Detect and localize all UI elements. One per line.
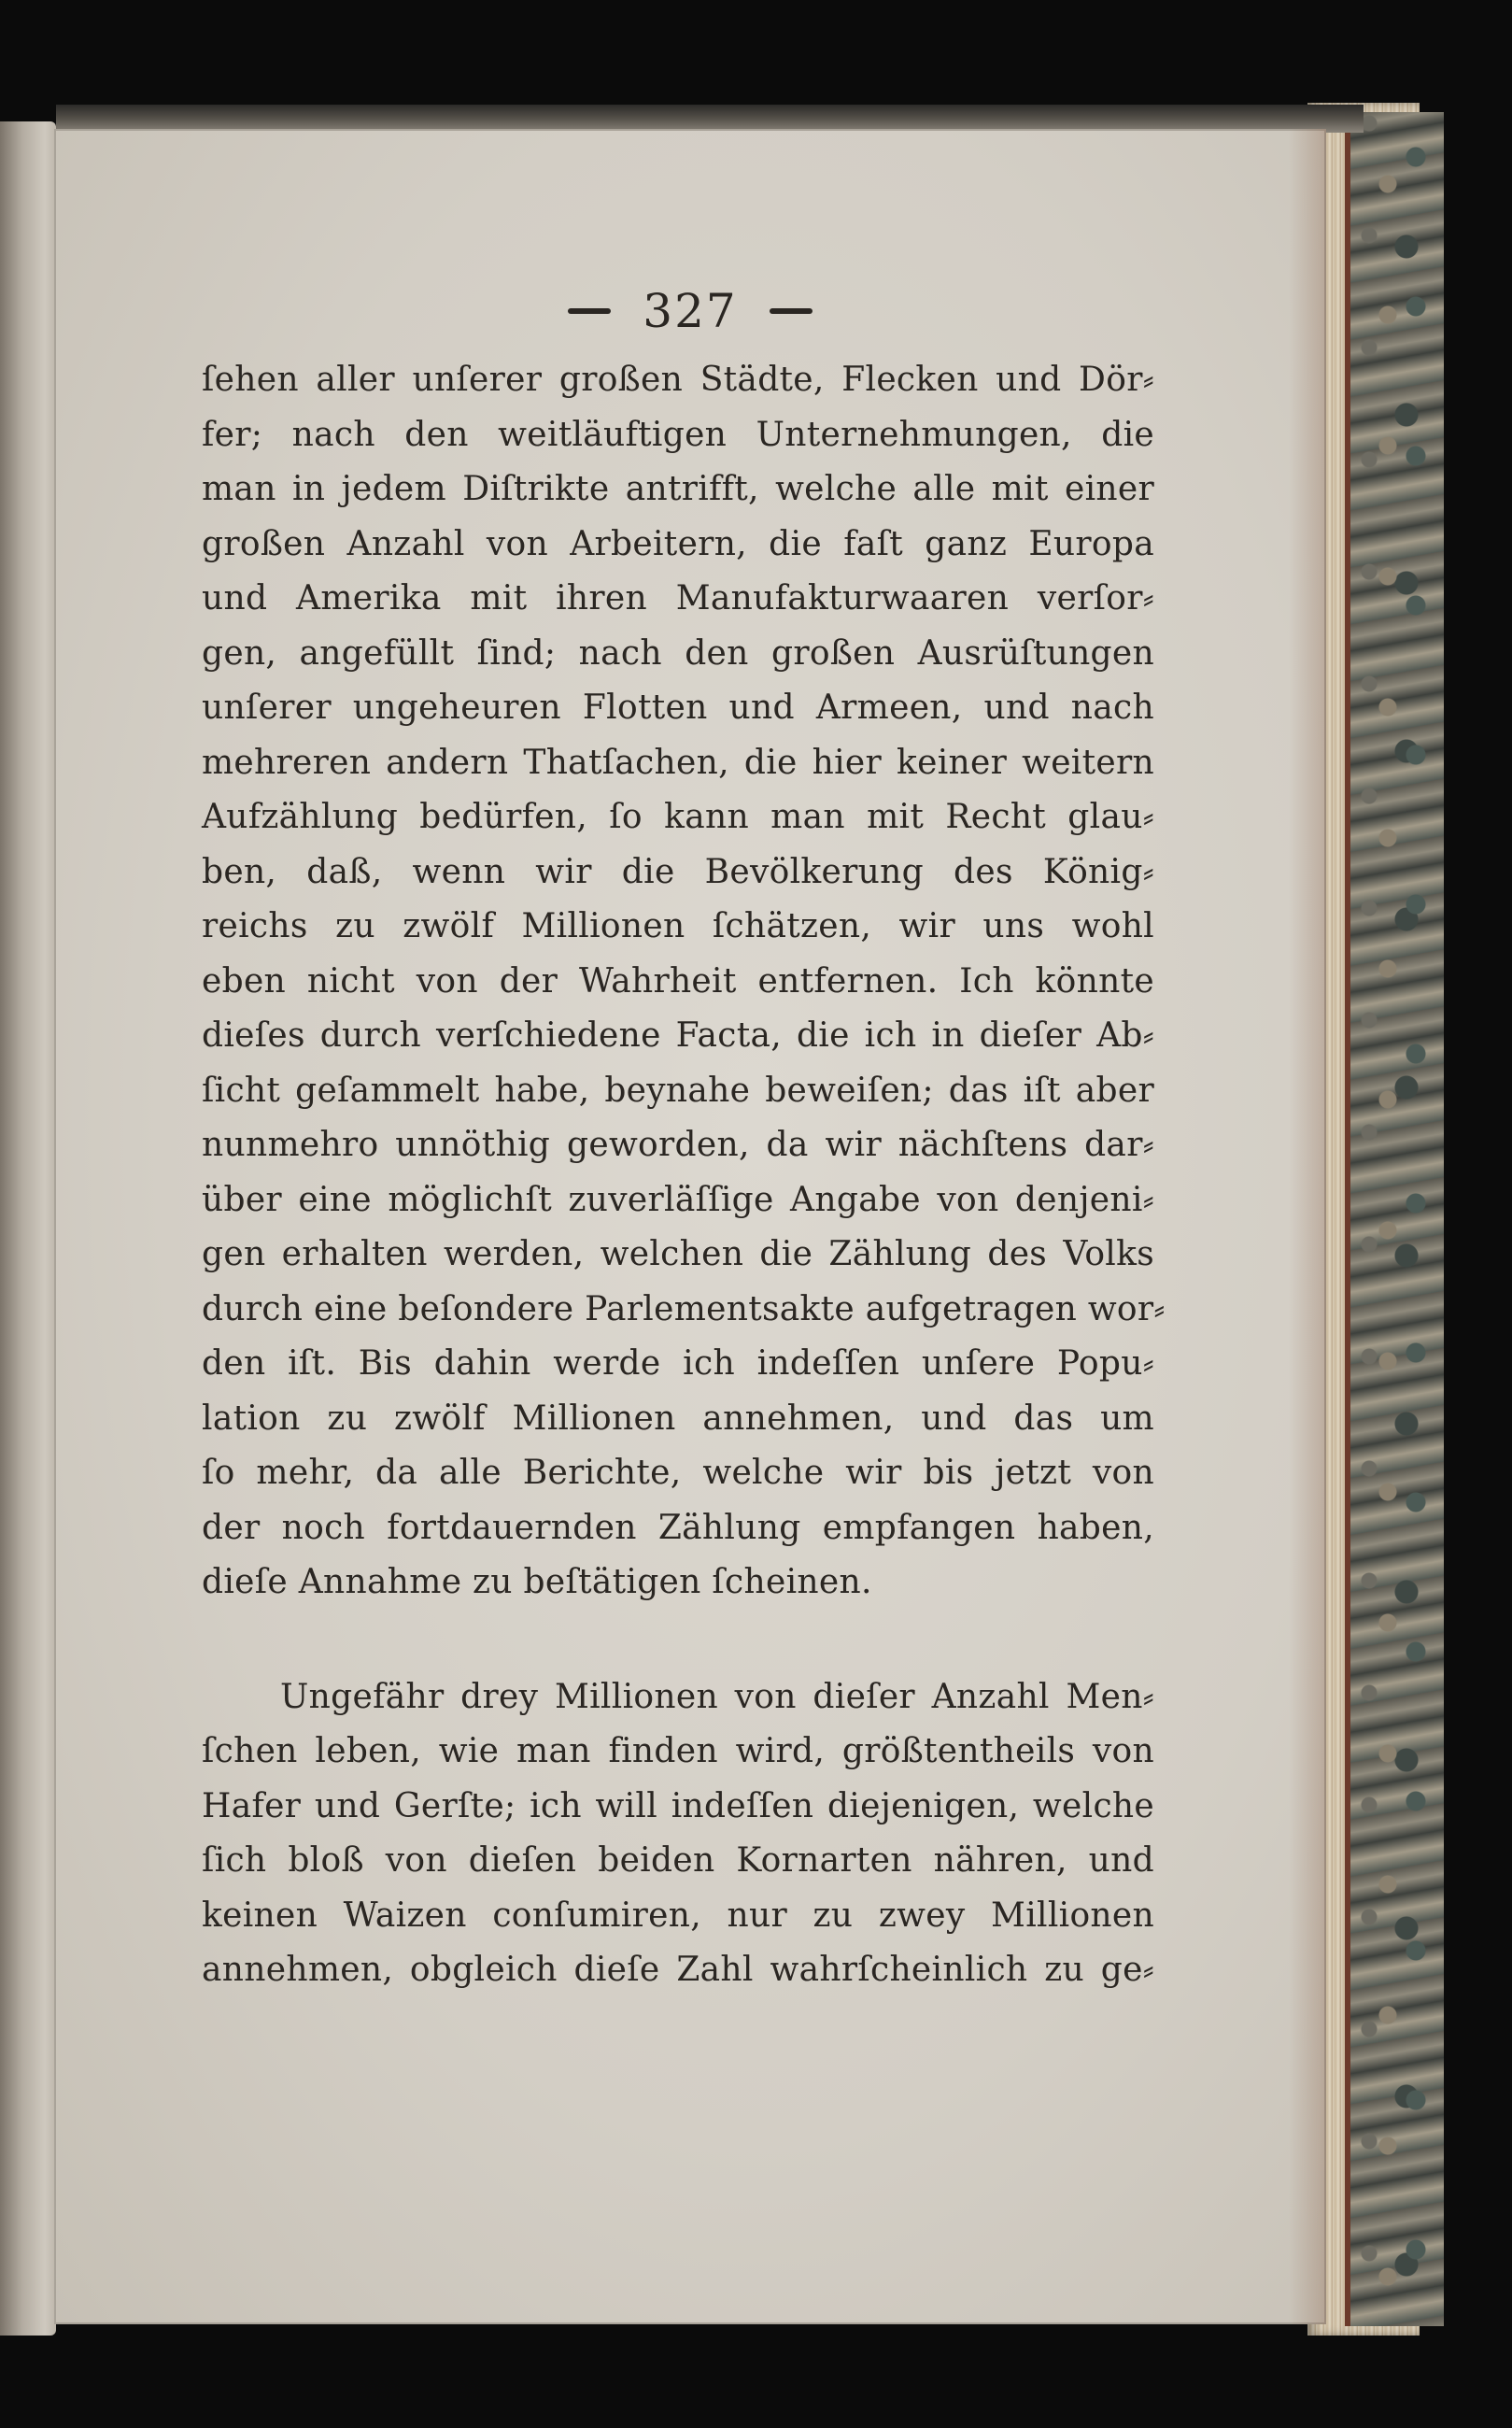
text-line: gen erhalten werden, welchen die Zählung des Volks — [202, 1235, 1154, 1273]
text-line: Hafer und Gerſte; ich will indeſſen diejenigen, welche — [202, 1786, 1154, 1825]
text-line: fer; nach den weitläuftigen Unternehmungen, die — [202, 415, 1154, 454]
text-line: unſerer ungeheuren Flotten und Armeen, und nach — [202, 689, 1154, 727]
text-line: keinen Waizen conſumiren, nur zu zwey Millionen — [202, 1896, 1154, 1935]
header-dash-left — [568, 308, 611, 314]
text-line: ſchen leben, wie man finden wird, größtentheils von — [202, 1732, 1154, 1770]
text-line: dieſe Annahme zu beſtätigen ſcheinen. — [202, 1563, 872, 1601]
text-line: Ungefähr drey Millionen von dieſer Anzahl Men⸗ — [280, 1677, 1154, 1716]
text-line: nunmehro unnöthig geworden, da wir nächſtens dar⸗ — [202, 1126, 1154, 1164]
marbled-cover — [1345, 112, 1444, 2326]
text-line: annehmen, obgleich dieſe Zahl wahrſcheinlich zu ge⸗ — [202, 1951, 1154, 1989]
header-dash-right — [770, 308, 813, 314]
text-line: ſehen aller unſerer großen Städte, Flecken und Dör⸗ — [202, 361, 1154, 399]
text-line: den iſt. Bis dahin werde ich indeſſen unſere Popu⸗ — [202, 1344, 1154, 1383]
text-line: reichs zu zwölf Millionen ſchätzen, wir uns wohl — [202, 907, 1154, 945]
facing-page-edge — [0, 121, 56, 2336]
text-line: ſich bloß von dieſen beiden Kornarten nähren, und — [202, 1841, 1154, 1880]
text-body — [202, 353, 1166, 1998]
text-line: dieſes durch verſchiedene Facta, die ich in dieſer Ab⸗ — [202, 1016, 1154, 1055]
text-line: und Amerika mit ihren Manufakturwaaren verſor⸗ — [202, 579, 1154, 618]
paragraph-1 — [202, 353, 1166, 1611]
text-line: der noch fortdauernden Zählung empfangen haben, — [202, 1508, 1154, 1547]
text-line: lation zu zwölf Millionen annehmen, und das um — [202, 1399, 1154, 1438]
book-page — [54, 129, 1326, 2324]
paragraph-2 — [202, 1670, 1154, 1998]
page-number: 327 — [643, 284, 738, 338]
text-line: gen, angefüllt ſind; nach den großen Ausrüſtungen — [202, 633, 1154, 673]
text-line: über eine möglichſt zuverläſſige Angabe von denjeni⸗ — [202, 1180, 1154, 1219]
text-line: ſicht geſammelt habe, beynahe beweiſen; das iſt aber — [202, 1071, 1154, 1110]
paragraph-gap — [202, 1611, 1154, 1670]
text-line: ſo mehr, da alle Berichte, welche wir bis jetzt von — [202, 1454, 1154, 1492]
text-line: Aufzählung bedürfen, ſo kann man mit Recht glau⸗ — [202, 798, 1154, 836]
text-line: ben, daß, wenn wir die Bevölkerung des König⸗ — [202, 852, 1154, 891]
text-line: mehreren andern Thatſachen, die hier keiner weitern — [202, 743, 1154, 782]
page-header — [54, 278, 1326, 344]
text-line: man in jedem Diſtrikte antrifft, welche alle mit einer — [202, 470, 1154, 508]
text-line: großen Anzahl von Arbeitern, die faſt ganz Europa — [202, 524, 1154, 563]
text-line: durch eine beſondere Parlementsakte aufgetragen wor⸗ — [202, 1289, 1166, 1328]
text-line: eben nicht von der Wahrheit entfernen. Ich könnte — [202, 961, 1154, 1001]
